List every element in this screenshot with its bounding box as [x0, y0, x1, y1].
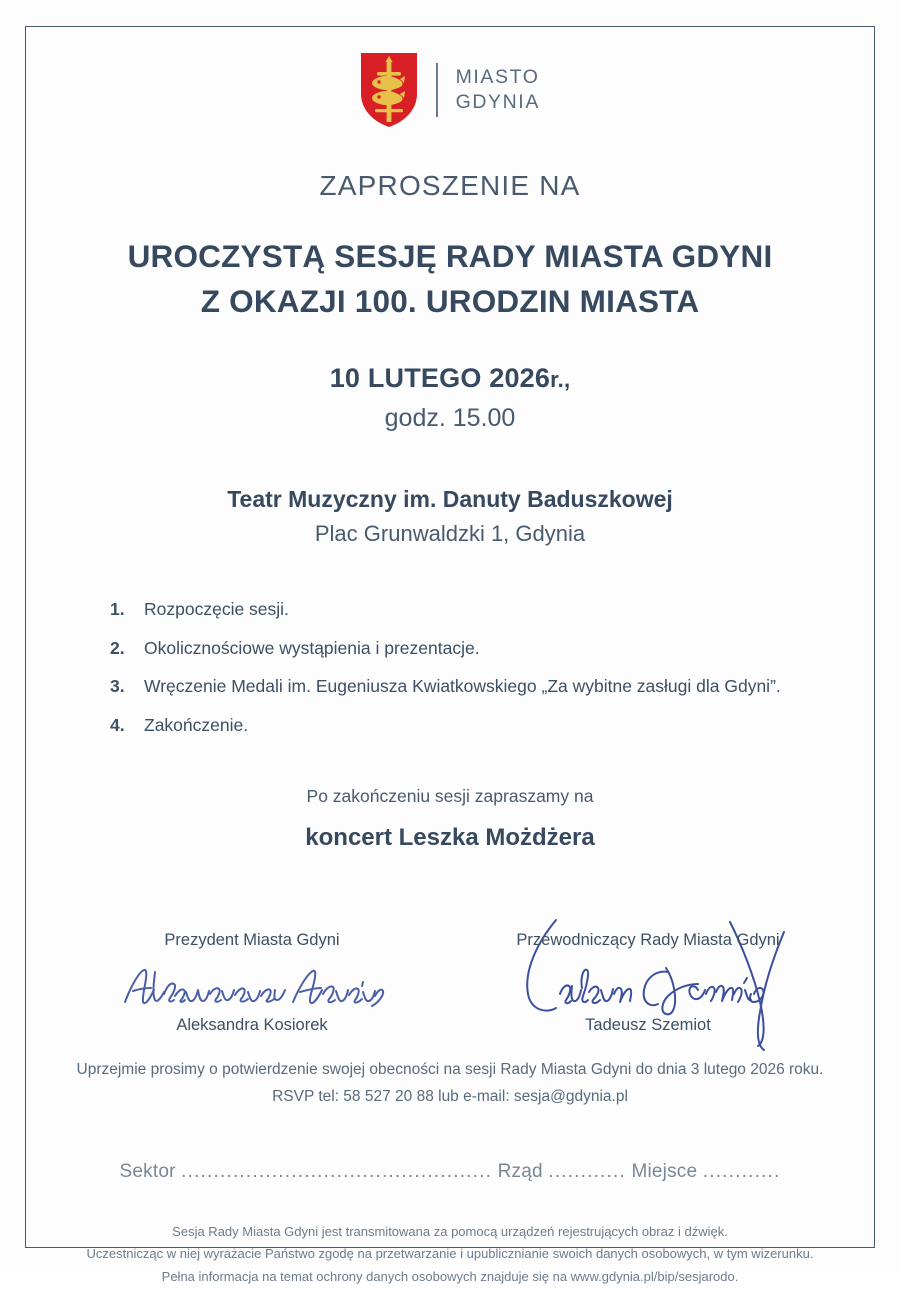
footer-line-1: Sesja Rady Miasta Gdyni jest transmitowana za pomocą urządzeń rejestrujących obraz i dźwięk.: [172, 1223, 728, 1239]
agenda-item: [110, 601, 854, 619]
legal-footer: [46, 1221, 854, 1289]
rsvp-line-1: Uprzejmie prosimy o potwierdzenie swojej obecności na sesji Rady Miasta Gdyni do dnia 3 lutego 2026 roku.: [76, 1061, 824, 1079]
row-blank: ............: [548, 1160, 626, 1182]
venue-name: Teatr Muzyczny im. Danuty Baduszkowej: [227, 486, 673, 513]
seating-line: [46, 1161, 854, 1183]
footer-line-2: Uczestnicząc w niej wyrażacie Państwo zgodę na przetwarzanie i upublicznianie swoich danych osobowych, w tym wizerunku.: [86, 1246, 814, 1262]
title-line-2: Z OKAZJI 100. URODZIN MIASTA: [200, 282, 700, 319]
agenda-item-number: 4.: [110, 714, 125, 735]
event-date-value: 10 LUTEGO 2026: [329, 363, 551, 394]
agenda-item-number: 1.: [110, 599, 125, 620]
venue-address: Plac Grunwaldzki 1, Gdynia: [314, 521, 586, 547]
signature-aleksandra-kosiorek-icon: [117, 950, 387, 1020]
agenda-item-text: Zakończenie.: [144, 714, 249, 735]
agenda-item-number: 2.: [110, 637, 125, 658]
signature-role: Przewodniczący Rady Miasta Gdyni: [516, 931, 780, 950]
invitation-kicker: ZAPROSZENIE NA: [319, 170, 581, 201]
agenda-item: [110, 678, 854, 696]
city-logo-lockup: [46, 0, 854, 128]
agenda-item-text: Rozpoczęcie sesji.: [144, 599, 289, 620]
sector-label: Sektor: [119, 1160, 176, 1182]
signature-row: [46, 931, 854, 1035]
signature-mark-wrapper: [72, 948, 432, 1022]
signature-block-president: [72, 931, 432, 1035]
title-line-1: UROCZYSTĄ SESJĘ RADY MIASTA GDYNI: [127, 238, 773, 274]
signature-mark-wrapper: [468, 948, 828, 1022]
event-time: godz. 15.00: [384, 404, 516, 433]
agenda-item: [110, 637, 854, 658]
invitation-title: [46, 234, 854, 323]
agenda-item-text: Wręczenie Medali im. Eugeniusza Kwiatkowskiego „Za wybitne zasługi dla Gdyni”.: [144, 676, 781, 697]
signature-name: Aleksandra Kosiorek: [176, 1016, 328, 1035]
wordmark-line-1: MIASTO: [455, 66, 540, 89]
concert-name: koncert Leszka Możdżera: [305, 824, 595, 852]
event-date-suffix: r.,: [550, 367, 571, 393]
agenda-item-number: 3.: [110, 676, 125, 697]
footer-line-3: Pełna informacja na temat ochrony danych osobowych znajduje się na www.gdynia.pl/bip/sesjarodo.: [161, 1268, 739, 1284]
logo-divider: [436, 63, 438, 117]
concert-lead-text: Po zakończeniu sesji zapraszamy na: [306, 786, 594, 807]
event-date: [46, 363, 854, 394]
rsvp-block: [46, 1057, 854, 1110]
sector-blank: ................................................: [181, 1160, 493, 1182]
gdynia-coat-of-arms-icon: [360, 52, 418, 128]
signature-tadeusz-szemiot-icon: [498, 950, 798, 1020]
seat-blank: ............: [702, 1160, 781, 1182]
row-label: Rząd: [497, 1160, 543, 1182]
rsvp-line-2: RSVP tel: 58 527 20 88 lub e-mail: sesja@gdynia.pl: [272, 1088, 628, 1106]
agenda-list: [46, 601, 854, 734]
agenda-item: [110, 714, 854, 735]
signature-role: Prezydent Miasta Gdyni: [164, 931, 340, 950]
agenda-item-text: Okolicznościowe wystąpienia i prezentacje.: [144, 637, 480, 658]
wordmark-line-2: GDYNIA: [455, 91, 540, 113]
signature-name: Tadeusz Szemiot: [585, 1016, 711, 1035]
city-wordmark: [456, 65, 540, 115]
signature-block-chairman: [468, 931, 828, 1035]
seat-label: Miejsce: [631, 1160, 698, 1182]
